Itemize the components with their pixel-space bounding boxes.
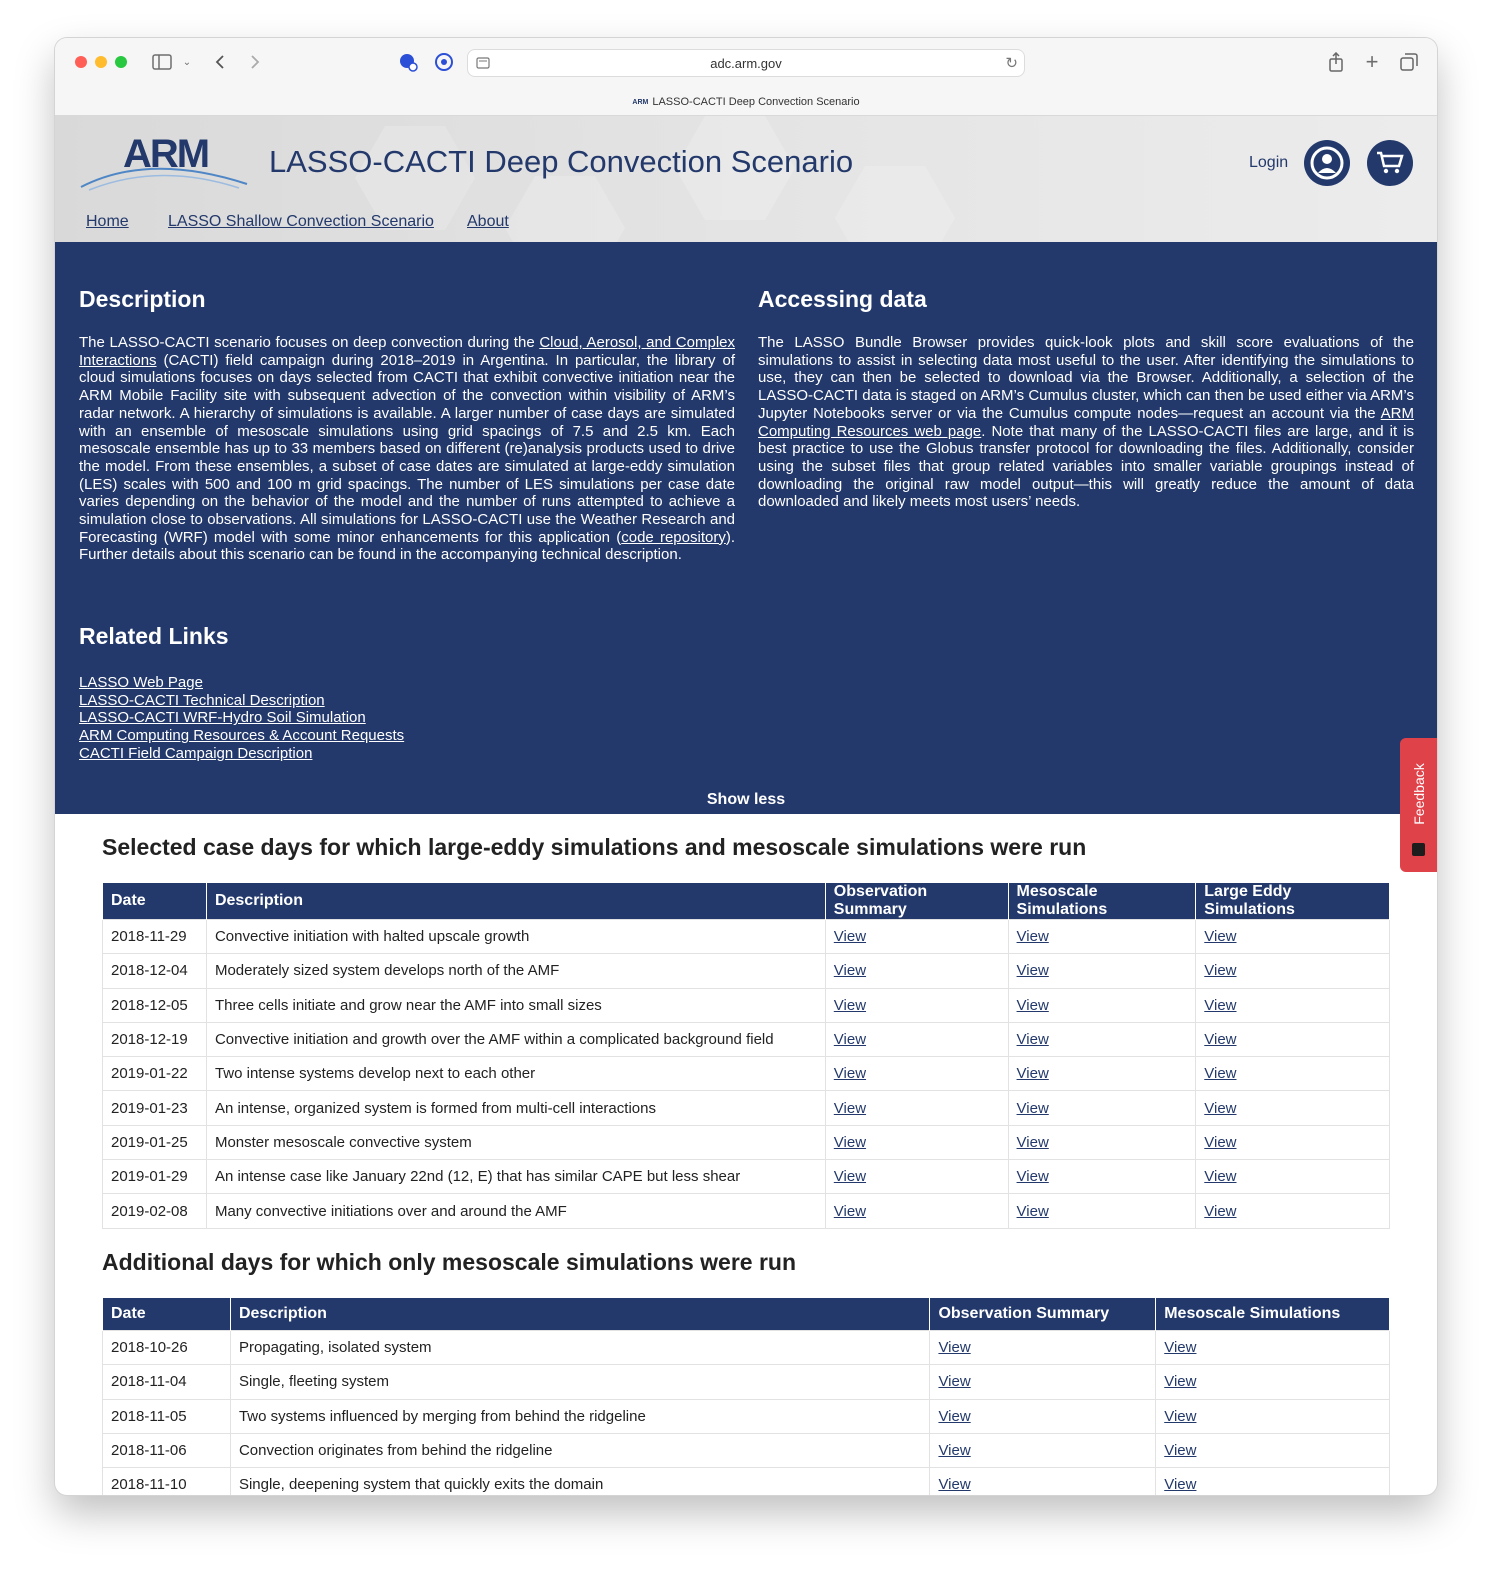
case-days-table <box>102 882 1390 1229</box>
row-date: 2018-11-10 <box>103 1468 231 1495</box>
row-description: Monster mesoscale convective system <box>206 1125 825 1159</box>
table-row <box>103 1433 1390 1467</box>
address-bar[interactable] <box>467 49 1025 77</box>
table-row <box>103 1468 1390 1495</box>
table-header-row <box>103 1298 1390 1331</box>
show-less-button[interactable]: Show less <box>706 791 786 808</box>
related-link[interactable]: ARM Computing Resources & Account Requests <box>79 727 405 745</box>
col-observation-summary: Observation Summary <box>930 1298 1156 1331</box>
header-decoration <box>505 176 625 242</box>
row-description: Convective initiation with halted upscale growth <box>206 920 825 954</box>
extension-icon[interactable] <box>397 50 419 74</box>
view-mesoscale-link[interactable]: View <box>1156 1399 1390 1433</box>
description-text: The LASSO-CACTI scenario focuses on deep convection during the Cloud, Aerosol, and Complex Interactions (CACTI) field campaign during 2018–2019 in Argentina. In particular, the library of cloud simulations focuses on days selected from CACTI that exhibit convective initiation near the ARM Mobile Facility site with subsequent advection of the convection within visibility of ARM’s radar network. A hierarchy of simulations is available. A larger number of case days are simulated with an ensemble of mesoscale simulations using grid spacings of 7.5 and 2.5 km. Each mesoscale ensemble has up to 33 members based on different (re)analysis products used to drive the model. From these ensembles, a subset of case dates are simulated at large-eddy simulation (LES) scales with 500 and 100 m grid spacings. The number of LES simulations per case date varies depending on the behavior of the model and the number of runs attempted to achieve a simulation close to observations. All simulations for LASSO-CACTI use the Weather Research and Forecasting (WRF) model with some minor enhancements for this application (code repository). Further details about this scenario can be found in the accompanying technical description. <box>79 334 735 564</box>
row-description: Two intense systems develop next to each other <box>206 1057 825 1091</box>
close-window-button[interactable] <box>75 56 87 68</box>
table-row <box>103 1125 1390 1159</box>
row-date: 2018-11-06 <box>103 1433 231 1467</box>
cacti-link[interactable]: Cloud, Aerosol, and Complex Interactions <box>79 334 735 369</box>
mesoscale-days-table <box>102 1297 1390 1495</box>
row-description: An intense case like January 22nd (12, E) that has similar CAPE but less shear <box>206 1160 825 1194</box>
page-settings-icon[interactable] <box>476 56 490 70</box>
site-title: LASSO-CACTI Deep Convection Scenario <box>269 144 854 179</box>
description-heading: Description <box>79 286 206 312</box>
browser-window <box>55 38 1437 1495</box>
tab-title: LASSO-CACTI Deep Convection Scenario <box>652 96 860 108</box>
related-links-heading: Related Links <box>79 623 229 649</box>
row-description: Many convective initiations over and around the AMF <box>206 1194 825 1228</box>
row-description: Moderately sized system develops north of the AMF <box>206 954 825 988</box>
view-les-link[interactable]: View <box>1196 1160 1390 1194</box>
forward-icon[interactable] <box>245 50 265 74</box>
row-description: Propagating, isolated system <box>230 1331 930 1365</box>
view-observation-link[interactable]: View <box>825 1057 1008 1091</box>
tab-bar <box>55 90 1437 116</box>
row-date: 2018-12-19 <box>103 1022 207 1056</box>
col-mesoscale: Mesoscale Simulations <box>1008 883 1196 920</box>
view-mesoscale-link[interactable]: View <box>1008 954 1196 988</box>
view-observation-link[interactable]: View <box>825 1125 1008 1159</box>
minimize-window-button[interactable] <box>95 56 107 68</box>
view-observation-link[interactable]: View <box>930 1468 1156 1495</box>
view-observation-link[interactable]: View <box>930 1433 1156 1467</box>
row-description: Two systems influenced by merging from behind the ridgeline <box>230 1399 930 1433</box>
view-les-link[interactable]: View <box>1196 1125 1390 1159</box>
user-icon <box>1310 146 1344 180</box>
code-repository-link[interactable]: code repository <box>621 528 726 546</box>
related-link[interactable]: LASSO-CACTI Technical Description <box>79 691 325 709</box>
row-date: 2018-11-29 <box>103 920 207 954</box>
nav-about[interactable]: About <box>467 213 509 230</box>
col-description: Description <box>206 883 825 920</box>
view-mesoscale-link[interactable]: View <box>1008 1125 1196 1159</box>
row-description: Single, deepening system that quickly exits the domain <box>230 1468 930 1495</box>
browser-toolbar <box>55 38 1437 90</box>
row-date: 2019-01-25 <box>103 1125 207 1159</box>
col-mesoscale: Mesoscale Simulations <box>1156 1298 1390 1331</box>
view-observation-link[interactable]: View <box>825 1091 1008 1125</box>
accessing-text: The LASSO Bundle Browser provides quick-look plots and skill score evaluations of the simulations to assist in selecting data most useful to the user. After identifying the simulations to use, they can then be selected to download via the Browser. Additionally, a selection of the LASSO-CACTI data is staged on ARM’s Cumulus cluster, which can then be used either via ARM’s Jupyter Notebooks server or via the Cumulus compute nodes—request an account via the ARM Computing Resources web page. Note that many of the LASSO-CACTI files are large, and it is best practice to use the Globus transfer protocol for downloading the files. Additionally, consider using the subset files that group related variables into smaller variable groupings instead of downloading the original raw model output—this will greatly reduce the amount of data downloaded and likely meets most users’ needs. <box>758 334 1414 511</box>
arm-computing-link[interactable]: ARM Computing Resources web page <box>758 404 1414 440</box>
active-tab[interactable] <box>55 96 1437 108</box>
table-row <box>103 1160 1390 1194</box>
row-date: 2018-12-04 <box>103 954 207 988</box>
table-row <box>103 1022 1390 1056</box>
view-observation-link[interactable]: View <box>930 1399 1156 1433</box>
view-mesoscale-link[interactable]: View <box>1008 1194 1196 1228</box>
url-text: adc.arm.gov <box>710 55 782 71</box>
table-body <box>103 920 1390 1229</box>
view-les-link[interactable]: View <box>1196 954 1390 988</box>
related-link[interactable]: CACTI Field Campaign Description <box>79 744 313 762</box>
row-date: 2019-01-29 <box>103 1160 207 1194</box>
info-panel <box>55 242 1437 814</box>
feedback-label: Feedback <box>1410 763 1427 825</box>
feedback-icon <box>1412 843 1425 856</box>
row-description: Convection originates from behind the ridgeline <box>230 1433 930 1467</box>
view-observation-link[interactable]: View <box>930 1365 1156 1399</box>
related-link[interactable]: LASSO-CACTI WRF-Hydro Soil Simulation <box>79 709 366 727</box>
cart-icon <box>1376 151 1404 175</box>
view-mesoscale-link[interactable]: View <box>1008 1160 1196 1194</box>
view-les-link[interactable]: View <box>1196 1194 1390 1228</box>
view-observation-link[interactable]: View <box>825 1022 1008 1056</box>
table1-title: Selected case days for which large-eddy simulations and mesoscale simulations were run <box>102 834 1087 860</box>
feedback-button[interactable] <box>1400 738 1437 872</box>
table-row <box>103 1057 1390 1091</box>
table-row <box>103 1331 1390 1365</box>
table-body <box>103 1331 1390 1496</box>
table2-title: Additional days for which only mesoscale simulations were run <box>102 1249 796 1275</box>
login-link[interactable]: Login <box>1249 154 1289 171</box>
view-les-link[interactable]: View <box>1196 920 1390 954</box>
privacy-icon[interactable] <box>433 50 455 74</box>
row-description: An intense, organized system is formed from multi-cell interactions <box>206 1091 825 1125</box>
new-tab-icon[interactable]: + <box>1365 49 1379 74</box>
site-header <box>55 116 1437 242</box>
accessing-heading: Accessing data <box>758 286 927 312</box>
table-row <box>103 954 1390 988</box>
nav-lasso-shallow[interactable]: LASSO Shallow Convection Scenario <box>168 213 434 230</box>
cart-button[interactable] <box>1367 140 1413 186</box>
view-mesoscale-link[interactable]: View <box>1156 1365 1390 1399</box>
account-button[interactable] <box>1304 140 1350 186</box>
view-observation-link[interactable]: View <box>930 1331 1156 1365</box>
back-icon[interactable] <box>210 50 230 74</box>
view-mesoscale-link[interactable]: View <box>1156 1433 1390 1467</box>
col-date: Date <box>103 1298 231 1331</box>
zoom-window-button[interactable] <box>115 56 127 68</box>
row-date: 2019-02-08 <box>103 1194 207 1228</box>
view-observation-link[interactable]: View <box>825 1194 1008 1228</box>
share-icon[interactable] <box>1325 50 1347 74</box>
row-date: 2018-11-04 <box>103 1365 231 1399</box>
chevron-down-icon[interactable]: ⌄ <box>182 56 192 68</box>
row-date: 2019-01-22 <box>103 1057 207 1091</box>
table-row <box>103 1091 1390 1125</box>
reload-icon[interactable]: ↻ <box>1005 55 1018 72</box>
view-observation-link[interactable]: View <box>825 920 1008 954</box>
sidebar-icon[interactable] <box>150 50 174 74</box>
view-les-link[interactable]: View <box>1196 1057 1390 1091</box>
view-mesoscale-link[interactable]: View <box>1008 988 1196 1022</box>
view-les-link[interactable]: View <box>1196 1022 1390 1056</box>
arm-logo[interactable]: ARM <box>79 132 249 192</box>
related-links-list <box>79 674 404 763</box>
row-description: Single, fleeting system <box>230 1365 930 1399</box>
tab-overview-icon[interactable] <box>1398 50 1420 74</box>
view-observation-link[interactable]: View <box>825 1160 1008 1194</box>
table-header-row <box>103 883 1390 920</box>
table-row <box>103 1399 1390 1433</box>
view-observation-link[interactable]: View <box>825 954 1008 988</box>
row-description: Three cells initiate and grow near the AMF into small sizes <box>206 988 825 1022</box>
col-observation-summary: Observation Summary <box>825 883 1008 920</box>
table-row <box>103 920 1390 954</box>
view-mesoscale-link[interactable]: View <box>1156 1468 1390 1495</box>
row-date: 2019-01-23 <box>103 1091 207 1125</box>
view-mesoscale-link[interactable]: View <box>1008 1022 1196 1056</box>
view-mesoscale-link[interactable]: View <box>1008 1091 1196 1125</box>
table-row <box>103 1194 1390 1228</box>
table-row <box>103 1365 1390 1399</box>
view-les-link[interactable]: View <box>1196 1091 1390 1125</box>
arm-favicon: ARM <box>632 99 649 106</box>
col-large-eddy: Large Eddy Simulations <box>1196 883 1390 920</box>
view-mesoscale-link[interactable]: View <box>1156 1331 1390 1365</box>
nav-home[interactable]: Home <box>86 213 129 230</box>
row-description: Convective initiation and growth over the AMF within a complicated background field <box>206 1022 825 1056</box>
col-description: Description <box>230 1298 930 1331</box>
view-les-link[interactable]: View <box>1196 988 1390 1022</box>
table-row <box>103 988 1390 1022</box>
row-date: 2018-11-05 <box>103 1399 231 1433</box>
view-mesoscale-link[interactable]: View <box>1008 1057 1196 1091</box>
related-link[interactable]: LASSO Web Page <box>79 674 203 691</box>
col-date: Date <box>103 883 207 920</box>
row-date: 2018-10-26 <box>103 1331 231 1365</box>
view-mesoscale-link[interactable]: View <box>1008 920 1196 954</box>
view-observation-link[interactable]: View <box>825 988 1008 1022</box>
row-date: 2018-12-05 <box>103 988 207 1022</box>
